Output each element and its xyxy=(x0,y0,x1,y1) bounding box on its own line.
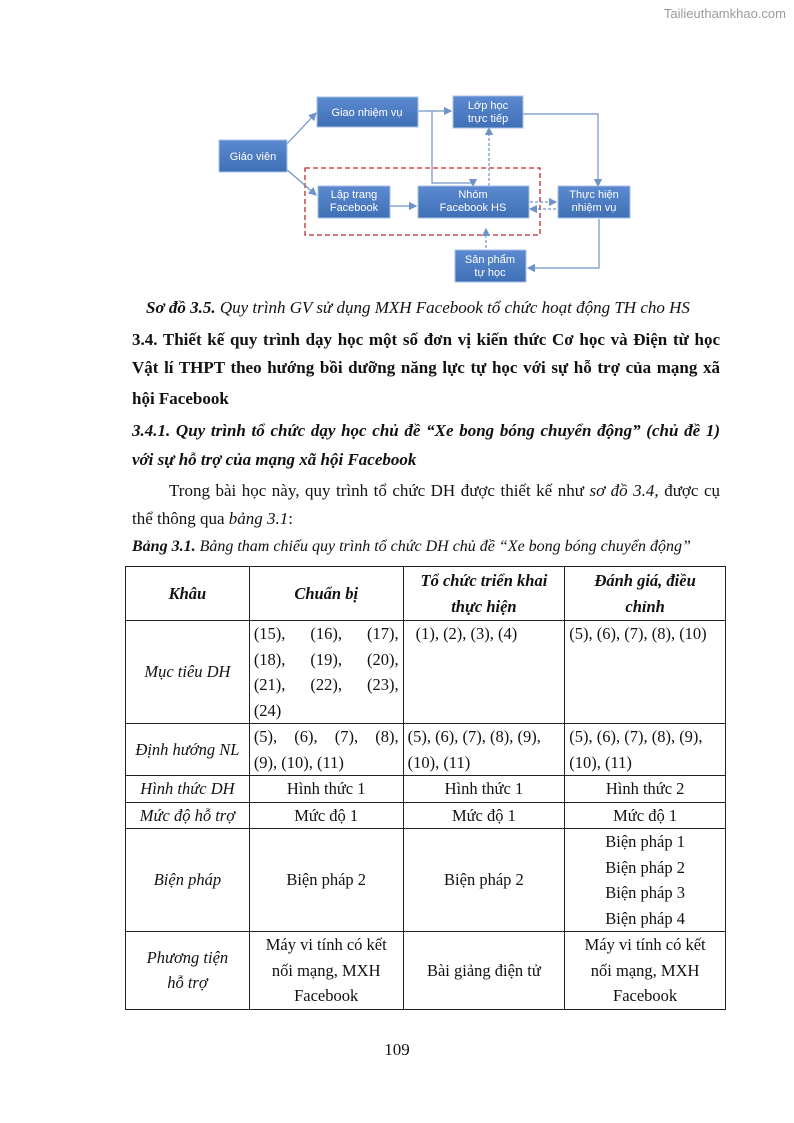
row-label-muc-tieu: Mục tiêu DH xyxy=(126,621,250,724)
table-caption xyxy=(132,538,691,556)
header-chuan-bi: Chuẩn bị xyxy=(249,567,403,621)
table-row xyxy=(126,776,726,803)
cell-muc-tieu-eval: (5), (6), (7), (8), (10) xyxy=(565,621,726,724)
header-danh-gia: Đánh giá, điều chỉnh xyxy=(565,567,726,621)
cell-dinh-huong-eval: (5), (6), (7), (8), (9), (10), (11) xyxy=(565,724,726,776)
table-row xyxy=(126,932,726,1010)
ref-table-3-1: bảng 3.1 xyxy=(228,509,289,528)
node-teacher-label: Giáo viên xyxy=(229,151,277,163)
arrow-teacher-fbsetup xyxy=(285,168,316,195)
cell-phuong-tien-eval: Máy vi tính có kết nối mạng, MXH Facebook xyxy=(565,932,726,1010)
node-live-class-line1: Lớp học xyxy=(467,100,509,112)
paragraph-line2: thể thông qua bảng 3.1: xyxy=(132,509,294,528)
heading-3-4-1-line1: 3.4.1. Quy trình tổ chức dạy học chủ đề “Xe bong bóng chuyển động” (chủ đề 1) xyxy=(132,421,720,440)
node-product-line1: Sản phẩm xyxy=(464,254,516,266)
header-khau: Khâu xyxy=(126,567,250,621)
cell-hinh-thuc-impl: Hình thức 1 xyxy=(403,776,565,803)
cell-muc-do-prep: Mức độ 1 xyxy=(249,802,403,829)
cell-dinh-huong-prep: (5), (6), (7), (8), (9), (10), (11) xyxy=(249,724,403,776)
row-label-muc-do: Mức độ hỗ trợ xyxy=(126,802,250,829)
row-label-phuong-tien: Phương tiện hỗ trợ xyxy=(126,932,250,1010)
node-fb-group-line1: Nhóm xyxy=(458,189,488,201)
node-live-class-line2: trực tiếp xyxy=(467,113,509,125)
cell-bien-phap-prep: Biện pháp 2 xyxy=(249,829,403,932)
table-header-row xyxy=(126,567,726,621)
node-execute-line2: nhiệm vụ xyxy=(571,202,617,214)
table-row xyxy=(126,724,726,776)
table-caption-text: Bảng tham chiếu quy trình tổ chức DH chủ đề “Xe bong bóng chuyển động” xyxy=(195,538,691,555)
node-product-line2: tự học xyxy=(474,267,506,279)
arrow-liveclass-execute xyxy=(523,114,598,186)
cell-muc-do-eval: Mức độ 1 xyxy=(565,802,726,829)
cell-dinh-huong-impl: (5), (6), (7), (8), (9), (10), (11) xyxy=(403,724,565,776)
cell-phuong-tien-impl: Bài giảng điện tử xyxy=(403,932,565,1010)
cell-phuong-tien-prep: Máy vi tính có kết nối mạng, MXH Facebook xyxy=(249,932,403,1010)
cell-bien-phap-eval: Biện pháp 1 Biện pháp 2 Biện pháp 3 Biện pháp 4 xyxy=(565,829,726,932)
reference-table xyxy=(125,566,726,1010)
cell-bien-phap-impl: Biện pháp 2 xyxy=(403,829,565,932)
node-fb-setup-line2: Facebook xyxy=(329,202,379,214)
table-row xyxy=(126,621,726,724)
cell-hinh-thuc-prep: Hình thức 1 xyxy=(249,776,403,803)
page-number: 109 xyxy=(384,1040,410,1059)
row-label-hinh-thuc: Hình thức DH xyxy=(126,776,250,803)
header-to-chuc: Tổ chức triển khai thực hiện xyxy=(403,567,565,621)
arrow-execute-product xyxy=(528,219,599,268)
node-fb-setup-line1: Lập trang xyxy=(330,189,378,201)
node-assign-label: Giao nhiệm vụ xyxy=(331,107,403,119)
cell-muc-do-impl: Mức độ 1 xyxy=(403,802,565,829)
watermark: Tailieuthamkhao.com xyxy=(663,6,786,21)
cell-muc-tieu-impl: (1), (2), (3), (4) xyxy=(403,621,565,724)
ref-diagram-3-4: sơ đồ 3.4, xyxy=(589,481,659,500)
heading-3-4-line1: 3.4. Thiết kế quy trình dạy học một số đơn vị kiến thức Cơ học và Điện từ học xyxy=(132,330,720,349)
heading-3-4-1-line2: với sự hỗ trợ của mạng xã hội Facebook xyxy=(132,450,417,469)
arrow-teacher-assign xyxy=(285,113,316,146)
table-caption-label: Bảng 3.1. xyxy=(132,538,196,555)
diagram-caption xyxy=(146,298,690,318)
row-label-dinh-huong: Định hướng NL xyxy=(126,724,250,776)
node-execute-line1: Thực hiện xyxy=(569,189,619,201)
heading-3-4-line2: Vật lí THPT theo hướng bồi dưỡng năng lực tự học với sự hỗ trợ của mạng xã xyxy=(132,358,720,377)
process-diagram xyxy=(210,88,640,288)
heading-3-4-line3: hội Facebook xyxy=(132,389,229,408)
diagram-caption-text: Quy trình GV sử dụng MXH Facebook tổ chức hoạt động TH cho HS xyxy=(215,298,690,317)
cell-muc-tieu-prep: (15), (16), (17), (18), (19), (20), (21), (22), (23), (24) xyxy=(249,621,403,724)
node-fb-group-line2: Facebook HS xyxy=(439,202,507,214)
paragraph-line1: Trong bài học này, quy trình tổ chức DH được thiết kế như sơ đồ 3.4, được cụ xyxy=(169,481,720,500)
table-row xyxy=(126,829,726,932)
diagram-caption-label: Sơ đồ 3.5. xyxy=(146,298,216,317)
cell-hinh-thuc-eval: Hình thức 2 xyxy=(565,776,726,803)
row-label-bien-phap: Biện pháp xyxy=(126,829,250,932)
table-row xyxy=(126,802,726,829)
